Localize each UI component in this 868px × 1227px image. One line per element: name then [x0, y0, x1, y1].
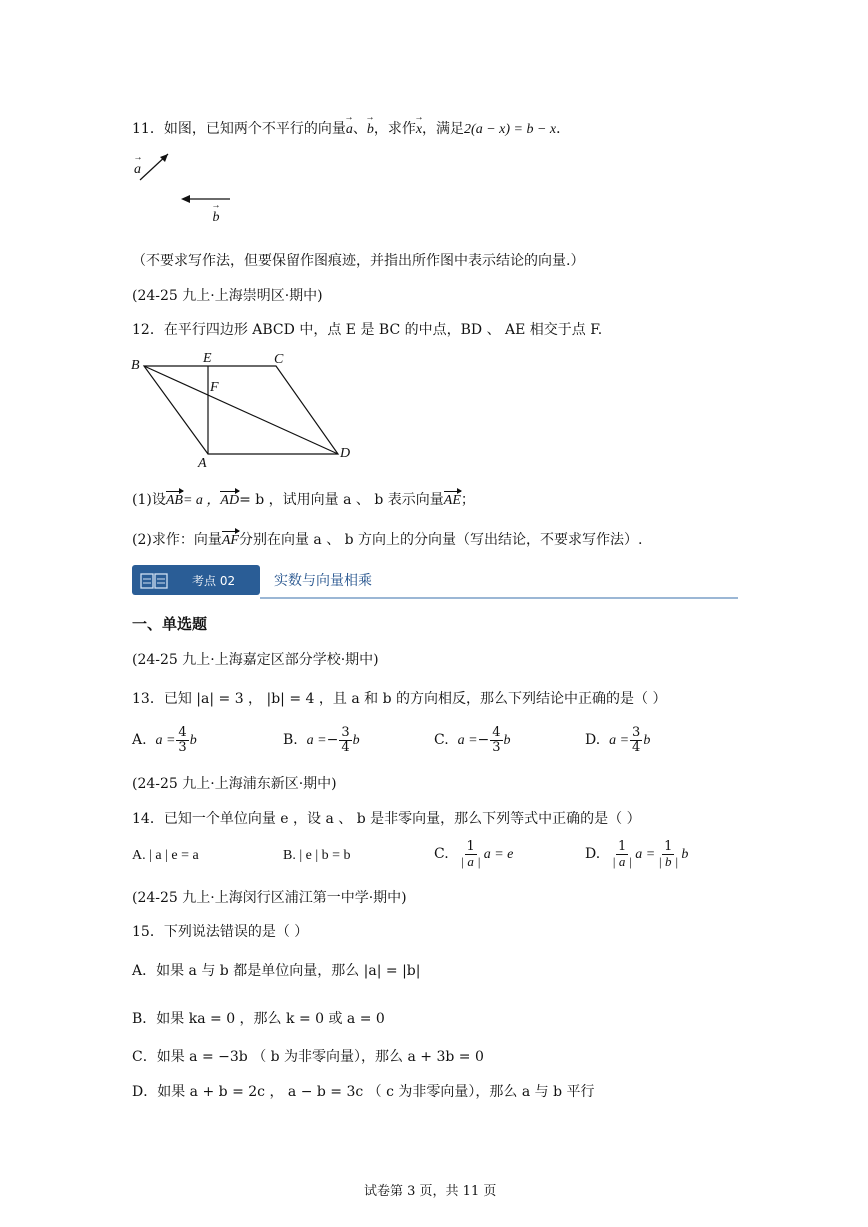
- q12-stem: [132, 319, 602, 339]
- q13-option-b-lhs: a =: [306, 733, 327, 749]
- q13-option-d-num: 3: [632, 725, 641, 740]
- q14-option-d-den1: | a |: [612, 853, 633, 869]
- q13-option-c-fraction: [490, 726, 502, 754]
- q14-option-c: [434, 840, 513, 868]
- point-label-b: B: [131, 358, 140, 373]
- book-icon: [140, 572, 170, 590]
- q15-text: 下列说法错误的是（ ）: [163, 924, 309, 940]
- q15-option-c: C．如果 a = −3b （ b 为非零向量），那么 a + 3b = 0: [132, 1049, 484, 1065]
- point-label-e: E: [203, 351, 212, 366]
- q15-source: (24-25 九上·上海闵行区浦江第一中学·期中): [132, 890, 407, 906]
- q15-number: 15．: [132, 924, 164, 940]
- q13-option-b: [283, 726, 360, 754]
- q14-option-d-den2: | b |: [658, 853, 679, 869]
- q12-part1-end: ；: [460, 492, 475, 508]
- banner-underline: [260, 597, 738, 599]
- q13-option-d: [585, 726, 650, 754]
- vector-ad: AD: [220, 493, 240, 508]
- point-label-d: D: [340, 446, 351, 461]
- q12-part2: [132, 529, 643, 549]
- q11-vec-b: → b: [367, 122, 374, 138]
- q13-option-a-rhs: b: [189, 733, 197, 749]
- q11-note: （不要求写作法，但要保留作图痕迹，并指出所作图中表示结论的向量.）: [132, 253, 585, 269]
- point-label-c: C: [274, 352, 284, 367]
- q13-option-b-rhs: b: [352, 733, 360, 749]
- q12-part1-eq1: = a ，: [182, 493, 221, 508]
- q14-option-c-label: C.: [434, 846, 449, 863]
- q13-option-a: [132, 726, 197, 754]
- q12-part2-rest: 分别在向量 a 、 b 方向上的分向量（写出结论，不要求写作法）.: [238, 532, 643, 548]
- q13-option-d-label: D.: [585, 732, 601, 749]
- q14-option-c-den: | a |: [460, 853, 481, 869]
- q14-option-c-num: 1: [466, 839, 475, 854]
- q13-option-d-lhs: a =: [609, 733, 630, 749]
- q13-option-b-fraction: [339, 726, 351, 754]
- vector-af: AF: [221, 533, 239, 548]
- point-label-f: F: [210, 380, 219, 395]
- q13-option-b-sign: −: [326, 732, 339, 749]
- q14-option-d-fraction-2: [656, 840, 680, 868]
- q14-option-d: [585, 840, 688, 868]
- q14-option-d-mid: a =: [635, 847, 656, 863]
- q12-text: 在平行四边形 ABCD 中，点 E 是 BC 的中点，BD 、 AE 相交于点 F.: [163, 322, 603, 338]
- q13-option-b-num: 3: [341, 725, 350, 740]
- q11-number: 11．: [132, 121, 164, 137]
- q11-fig-label-a: → a: [134, 162, 141, 178]
- q13-text: 已知 |a| = 3 ， |b| = 4 ，且 a 和 b 的方向相反，那么下列结论中正确的是（ ）: [163, 691, 667, 707]
- q11-formula: 2(a − x) = b − x: [464, 122, 557, 137]
- q12-part1-eq2: = b ，试用向量 a 、 b 表示向量: [239, 492, 444, 508]
- q15-option-d: D．如果 a + b = 2c ， a − b = 3c （ c 为非零向量），那么 a 与 b 平行: [132, 1084, 595, 1100]
- q14-option-b: B. | e | b = b: [283, 848, 351, 863]
- q13-option-c: [434, 726, 511, 754]
- q13-number: 13．: [132, 691, 164, 707]
- q11-text-c: ，满足: [422, 121, 465, 137]
- q13-option-a-den: 3: [178, 739, 187, 755]
- q13-option-c-den: 3: [492, 739, 501, 755]
- q11-vec-x: → x: [416, 122, 422, 138]
- q13-option-b-den: 4: [341, 739, 350, 755]
- q11-text-b: ，求作: [373, 121, 416, 137]
- q11-fig-label-b: → b: [212, 210, 219, 226]
- q13-option-a-label: A.: [132, 732, 147, 749]
- q13-option-d-fraction: [630, 726, 642, 754]
- page-footer: 试卷第 3 页，共 11 页: [364, 1184, 497, 1199]
- q11-vec-a: → a: [346, 122, 353, 138]
- topic-title: 实数与向量相乘: [274, 573, 372, 589]
- q14-option-c-fraction: [459, 840, 483, 868]
- vector-ae: AE: [443, 493, 461, 508]
- q12-number: 12．: [132, 322, 164, 338]
- q14-option-d-fraction-1: [610, 840, 634, 868]
- q14-text: 已知一个单位向量 e ，设 a 、 b 是非零向量，那么下列等式中正确的是（ ）: [163, 811, 641, 827]
- diagonal-bd: [144, 366, 338, 454]
- q11-end: ．: [556, 121, 571, 137]
- q11-figure: [128, 148, 238, 228]
- q13-option-c-num: 4: [492, 725, 501, 740]
- q13-option-b-label: B.: [283, 732, 298, 749]
- point-label-a: A: [198, 456, 207, 471]
- vector-b-arrowhead: [181, 195, 190, 203]
- q15-option-a: A．如果 a 与 b 都是单位向量，那么 |a| = |b|: [132, 963, 421, 979]
- q13-option-a-num: 4: [178, 725, 187, 740]
- q15-stem: [132, 921, 308, 941]
- q12-parallelogram-figure: [128, 350, 358, 475]
- q13-option-d-den: 4: [632, 739, 641, 755]
- q11-text-a: 如图，已知两个不平行的向量: [163, 121, 346, 137]
- vector-ab: AB: [165, 493, 183, 508]
- q13-option-d-rhs: b: [643, 733, 651, 749]
- section-heading: 一、单选题: [132, 615, 208, 633]
- q12-part2-pre: (2)求作：向量: [132, 532, 222, 548]
- q11-stem: [132, 118, 570, 138]
- q13-option-c-rhs: b: [503, 733, 511, 749]
- q11-sep: 、: [352, 121, 367, 137]
- q14-source: (24-25 九上·上海浦东新区·期中): [132, 776, 337, 792]
- q13-option-c-sign: −: [477, 732, 490, 749]
- q14-option-d-rest: b: [681, 847, 689, 863]
- q12-part1: [132, 489, 475, 509]
- q15-option-b: B．如果 ka = 0 ，那么 k = 0 或 a = 0: [132, 1011, 385, 1027]
- q13-source: (24-25 九上·上海嘉定区部分学校·期中): [132, 652, 379, 668]
- q13-option-c-label: C.: [434, 732, 449, 749]
- q14-option-d-num2: 1: [664, 839, 673, 854]
- q14-option-d-num1: 1: [618, 839, 627, 854]
- q13-option-c-lhs: a =: [457, 733, 478, 749]
- q13-option-a-fraction: [176, 726, 188, 754]
- q14-stem: [132, 808, 641, 828]
- q12-part1-pre: (1)设: [132, 492, 166, 508]
- q12-source: (24-25 九上·上海崇明区·期中): [132, 288, 323, 304]
- q13-stem: [132, 688, 666, 708]
- q13-option-a-lhs: a =: [155, 733, 176, 749]
- q14-option-d-label: D.: [585, 846, 601, 863]
- topic-tag: 考点 02: [192, 574, 236, 588]
- q14-number: 14．: [132, 811, 164, 827]
- q14-option-c-rest: a = e: [483, 847, 514, 863]
- q14-option-a: A. | a | e = a: [132, 848, 199, 863]
